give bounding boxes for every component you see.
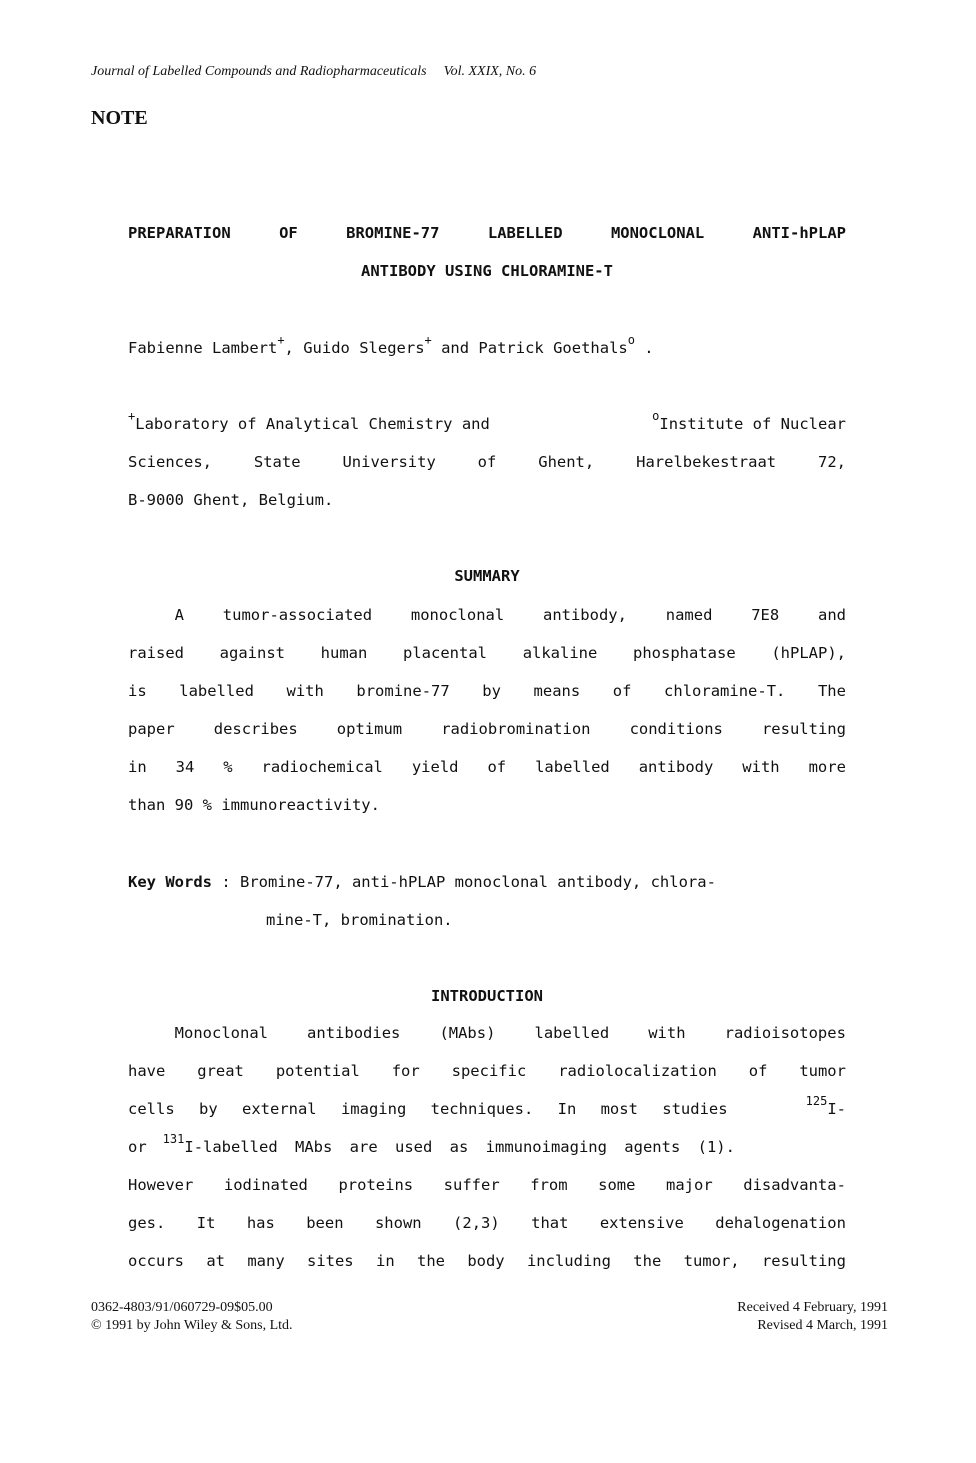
journal-volume: Vol. XXIX, No. 6: [443, 64, 537, 79]
word: with: [648, 1024, 686, 1042]
author-2: , Guido Slegers: [284, 339, 425, 357]
word: bromine-77: [356, 682, 450, 700]
intro-text: I-: [827, 1100, 846, 1118]
word: chloramine-T.: [664, 682, 786, 700]
word: extensive: [599, 1214, 684, 1232]
word: sites: [306, 1252, 354, 1270]
word: for: [391, 1062, 420, 1080]
affiliation-mark: o: [627, 333, 635, 347]
word: optimum: [336, 720, 403, 738]
word: Ghent,: [538, 453, 595, 471]
keywords-label: Key Words: [128, 873, 212, 891]
word: at: [206, 1252, 225, 1270]
word: radiochemical: [261, 758, 383, 776]
summary-line: [128, 720, 846, 738]
received-date: Received 4 February, 1991: [737, 1300, 888, 1315]
introduction-line: [128, 1214, 846, 1232]
word: in: [375, 1252, 395, 1270]
word: A: [128, 606, 184, 624]
word: some: [598, 1176, 636, 1194]
word: raised: [128, 644, 184, 662]
word: including: [526, 1252, 611, 1270]
affiliation-mark: o: [652, 409, 660, 423]
word: (2,3): [453, 1214, 500, 1232]
word: (hPLAP),: [771, 644, 846, 662]
summary-line: [128, 758, 846, 776]
word: occurs: [128, 1252, 184, 1270]
word: State: [253, 453, 301, 471]
word: radiolocalization: [558, 1062, 717, 1080]
word: antibodies: [307, 1024, 401, 1042]
word: antibody: [638, 758, 714, 776]
word: by: [482, 682, 501, 700]
word: yield: [411, 758, 459, 776]
word: suffer: [443, 1176, 500, 1194]
word: of: [612, 682, 632, 700]
word: and: [818, 606, 846, 624]
word: been: [306, 1214, 344, 1232]
journal-header: [91, 64, 536, 80]
word: paper: [128, 720, 175, 738]
word: has: [246, 1214, 275, 1232]
word: is: [128, 682, 147, 700]
word: labelled: [535, 758, 610, 776]
word: conditions: [629, 720, 723, 738]
word: many: [247, 1252, 285, 1270]
word: the: [633, 1252, 662, 1270]
word: body: [467, 1252, 505, 1270]
word: The: [817, 682, 846, 700]
word: 34: [175, 758, 195, 776]
author-list: [128, 333, 654, 357]
word: Monoclonal: [128, 1024, 268, 1042]
word: proteins: [338, 1176, 414, 1194]
word: placental: [403, 644, 488, 662]
word: human: [320, 644, 368, 662]
author-1: Fabienne Lambert: [128, 339, 278, 357]
word: with: [742, 758, 780, 776]
article-title-line1: [128, 224, 846, 242]
word: disadvanta-: [743, 1176, 846, 1194]
word: shown: [374, 1214, 422, 1232]
keywords-line: mine-T, bromination.: [266, 911, 453, 929]
word: against: [219, 644, 285, 662]
intro-text: I-labelled MAbs are used as immunoimaging agents (1).: [184, 1138, 735, 1156]
article-title-line2: ANTIBODY USING CHLORAMINE-T: [361, 262, 613, 280]
word: of: [748, 1062, 768, 1080]
word: resulting: [761, 720, 846, 738]
keywords-line: [128, 873, 716, 891]
word: antibody,: [542, 606, 627, 624]
word: monoclonal: [410, 606, 505, 624]
word: major: [666, 1176, 713, 1194]
affiliation-text: Institute of Nuclear: [659, 415, 846, 433]
affiliation-line: [128, 453, 846, 471]
word: in: [128, 758, 147, 776]
isotope-mass: 125: [805, 1094, 828, 1108]
word: 7E8: [751, 606, 780, 624]
word: specific: [451, 1062, 527, 1080]
word: alkaline: [522, 644, 598, 662]
keywords-text: : Bromine-77, anti-hPLAP monoclonal antibody, chlora-: [212, 873, 716, 891]
title-word: LABELLED: [487, 224, 563, 242]
word: labelled: [534, 1024, 610, 1042]
intro-text: or: [128, 1138, 147, 1156]
revised-date: Revised 4 March, 1991: [757, 1318, 888, 1333]
word: It: [196, 1214, 216, 1232]
word: ges.: [128, 1214, 166, 1232]
summary-line: [128, 644, 846, 662]
introduction-line: [128, 1024, 846, 1042]
title-word: MONOCLONAL: [610, 224, 705, 242]
affiliation-line: B-9000 Ghent, Belgium.: [128, 491, 334, 509]
word: of: [477, 453, 497, 471]
affiliation-text: Laboratory of Analytical Chemistry and: [135, 415, 490, 433]
word: that: [531, 1214, 569, 1232]
title-word: PREPARATION: [128, 224, 231, 242]
word: great: [197, 1062, 244, 1080]
section-label: NOTE: [91, 107, 148, 129]
word: phosphatase: [633, 644, 736, 662]
word: potential: [275, 1062, 360, 1080]
word: with: [286, 682, 324, 700]
author-list-end: .: [634, 339, 654, 357]
word: University: [342, 453, 436, 471]
word: labelled: [179, 682, 254, 700]
introduction-heading: INTRODUCTION: [431, 987, 543, 1005]
word: (MAbs): [439, 1024, 496, 1042]
title-word: ANTI-hPLAP: [752, 224, 846, 242]
word: %: [223, 758, 233, 776]
affiliation-line: [128, 409, 846, 433]
introduction-line: [128, 1062, 846, 1080]
word: iodinated: [223, 1176, 308, 1194]
word: the: [416, 1252, 445, 1270]
word: 72,: [818, 453, 846, 471]
word: from: [530, 1176, 568, 1194]
word: of: [487, 758, 507, 776]
introduction-line: [128, 1252, 846, 1270]
summary-line: [128, 606, 846, 624]
introduction-line: [128, 1176, 846, 1194]
word: tumor,: [683, 1252, 740, 1270]
word: tumor: [799, 1062, 846, 1080]
copyright: © 1991 by John Wiley & Sons, Ltd.: [91, 1318, 293, 1333]
title-word: OF: [279, 224, 298, 242]
word: dehalogenation: [715, 1214, 846, 1232]
introduction-line: [128, 1132, 735, 1156]
affiliation-mark: +: [277, 333, 285, 347]
word: means: [533, 682, 581, 700]
word: Harelbekestraat: [636, 453, 777, 471]
footer-left: [91, 1299, 293, 1335]
author-3: and Patrick Goethals: [431, 339, 628, 357]
word: describes: [213, 720, 298, 738]
word: more: [808, 758, 846, 776]
summary-line: [128, 682, 846, 700]
word: radioisotopes: [724, 1024, 846, 1042]
journal-name: Journal of Labelled Compounds and Radiopharmaceuticals: [91, 64, 427, 79]
word: tumor-associated: [222, 606, 373, 624]
footer-right: [737, 1299, 888, 1335]
word: resulting: [761, 1252, 846, 1270]
intro-text: cells by external imaging techniques. In most studies: [128, 1100, 728, 1118]
affiliation-mark: +: [128, 409, 136, 423]
affiliation-mark: +: [424, 333, 432, 347]
word: However: [128, 1176, 194, 1194]
summary-line: than 90 % immunoreactivity.: [128, 796, 380, 814]
introduction-line: [128, 1094, 846, 1118]
word: radiobromination: [441, 720, 591, 738]
isotope-mass: 131: [162, 1132, 185, 1146]
word: have: [128, 1062, 166, 1080]
title-word: BROMINE-77: [346, 224, 440, 242]
summary-heading: SUMMARY: [454, 567, 520, 585]
word: Sciences,: [128, 453, 212, 471]
article-code: 0362-4803/91/060729-09$05.00: [91, 1300, 273, 1315]
word: named: [665, 606, 713, 624]
